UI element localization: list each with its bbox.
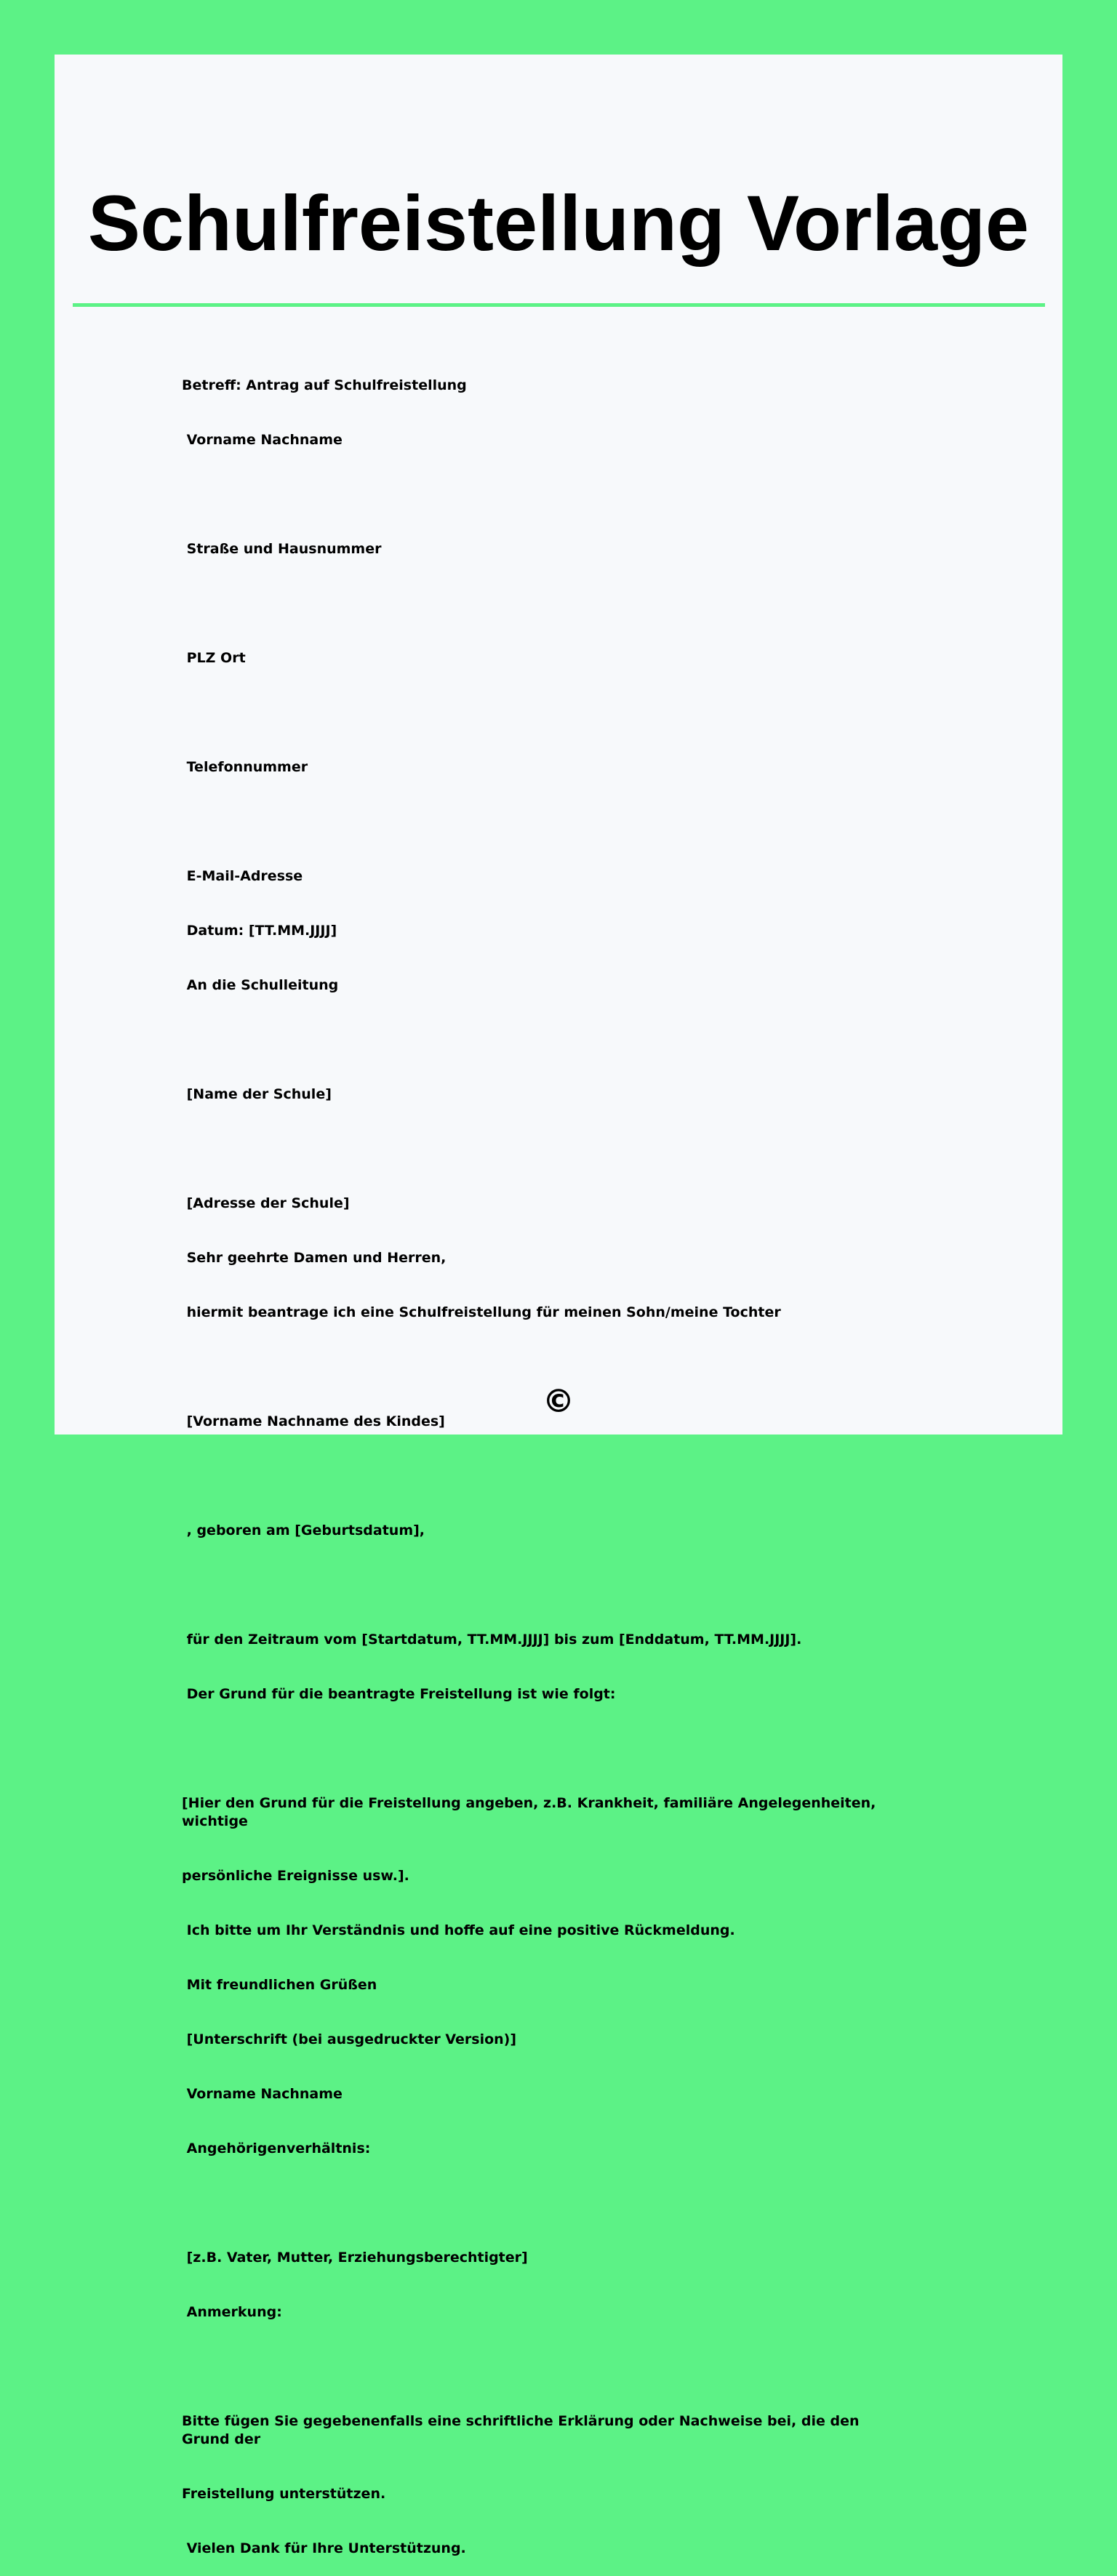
letter-line: Vielen Dank für Ihre Unterstützung. xyxy=(182,2540,466,2556)
letter-line: [Adresse der Schule] xyxy=(182,1195,350,1211)
letter-line xyxy=(182,1358,880,1376)
letter-line: Der Grund für die beantragte Freistellung ist wie folgt: xyxy=(182,1686,616,1702)
letter-line xyxy=(182,1740,880,1758)
letter-line: [Vorname Nachname des Kindes] xyxy=(182,1413,445,1429)
letter-line xyxy=(182,2358,880,2376)
letter-line: für den Zeitraum vom [Startdatum, TT.MM.JJJJ] bis zum [Enddatum, TT.MM.JJJJ]. xyxy=(182,1632,802,1648)
letter-line xyxy=(182,486,880,504)
letter-line xyxy=(182,2194,880,2212)
letter-line: [Unterschrift (bei ausgedruckter Version)] xyxy=(182,2031,517,2047)
letter-line: Datum: [TT.MM.JJJJ] xyxy=(182,923,337,939)
letter-line: [Hier den Grund für die Freistellung angeben, z.B. Krankheit, familiäre Angelegenheiten, wichtige xyxy=(182,1795,881,1829)
document-title: Schulfreistellung Vorlage xyxy=(87,179,1030,267)
letter-line xyxy=(182,1031,880,1049)
letter-line: Straße und Hausnummer xyxy=(182,541,382,557)
letter-line xyxy=(182,1467,880,1485)
copyright-icon: © xyxy=(543,1383,574,1420)
letter-line xyxy=(182,1140,880,1158)
letter-line: hiermit beantrage ich eine Schulfreistellung für meinen Sohn/meine Tochter xyxy=(182,1304,781,1320)
letter-line: Bitte fügen Sie gegebenenfalls eine schriftliche Erklärung oder Nachweise bei, die den Grund der xyxy=(182,2413,865,2447)
letter-line: Telefonnummer xyxy=(182,759,308,775)
letter-line: PLZ Ort xyxy=(182,650,246,666)
title-divider xyxy=(73,303,1045,307)
letter-line: [Name der Schule] xyxy=(182,1086,332,1102)
letter-line: persönliche Ereignisse usw.]. xyxy=(182,1868,409,1884)
letter-line xyxy=(182,813,880,831)
letter-line: Anmerkung: xyxy=(182,2304,282,2320)
letter-line: [z.B. Vater, Mutter, Erziehungsberechtigter] xyxy=(182,2250,528,2266)
letter-line: Vorname Nachname xyxy=(182,2086,343,2102)
letter-line xyxy=(182,704,880,722)
letter-line: Betreff: Antrag auf Schulfreistellung xyxy=(182,377,467,393)
letter-line: Freistellung unterstützen. xyxy=(182,2486,386,2502)
letter-line: Ich bitte um Ihr Verständnis und hoffe auf eine positive Rückmeldung. xyxy=(182,1922,735,1938)
letter-line: , geboren am [Geburtsdatum], xyxy=(182,1522,425,1538)
letter-line: An die Schulleitung xyxy=(182,977,339,993)
letter-line: Angehörigenverhältnis: xyxy=(182,2140,371,2156)
letter-line: E-Mail-Adresse xyxy=(182,868,303,884)
letter-body xyxy=(182,340,880,2576)
letter-line: Mit freundlichen Grüßen xyxy=(182,1977,377,1993)
letter-line: Vorname Nachname xyxy=(182,432,343,448)
letter-line: Sehr geehrte Damen und Herren, xyxy=(182,1250,447,1266)
letter-line xyxy=(182,1576,880,1594)
letter-line xyxy=(182,595,880,613)
